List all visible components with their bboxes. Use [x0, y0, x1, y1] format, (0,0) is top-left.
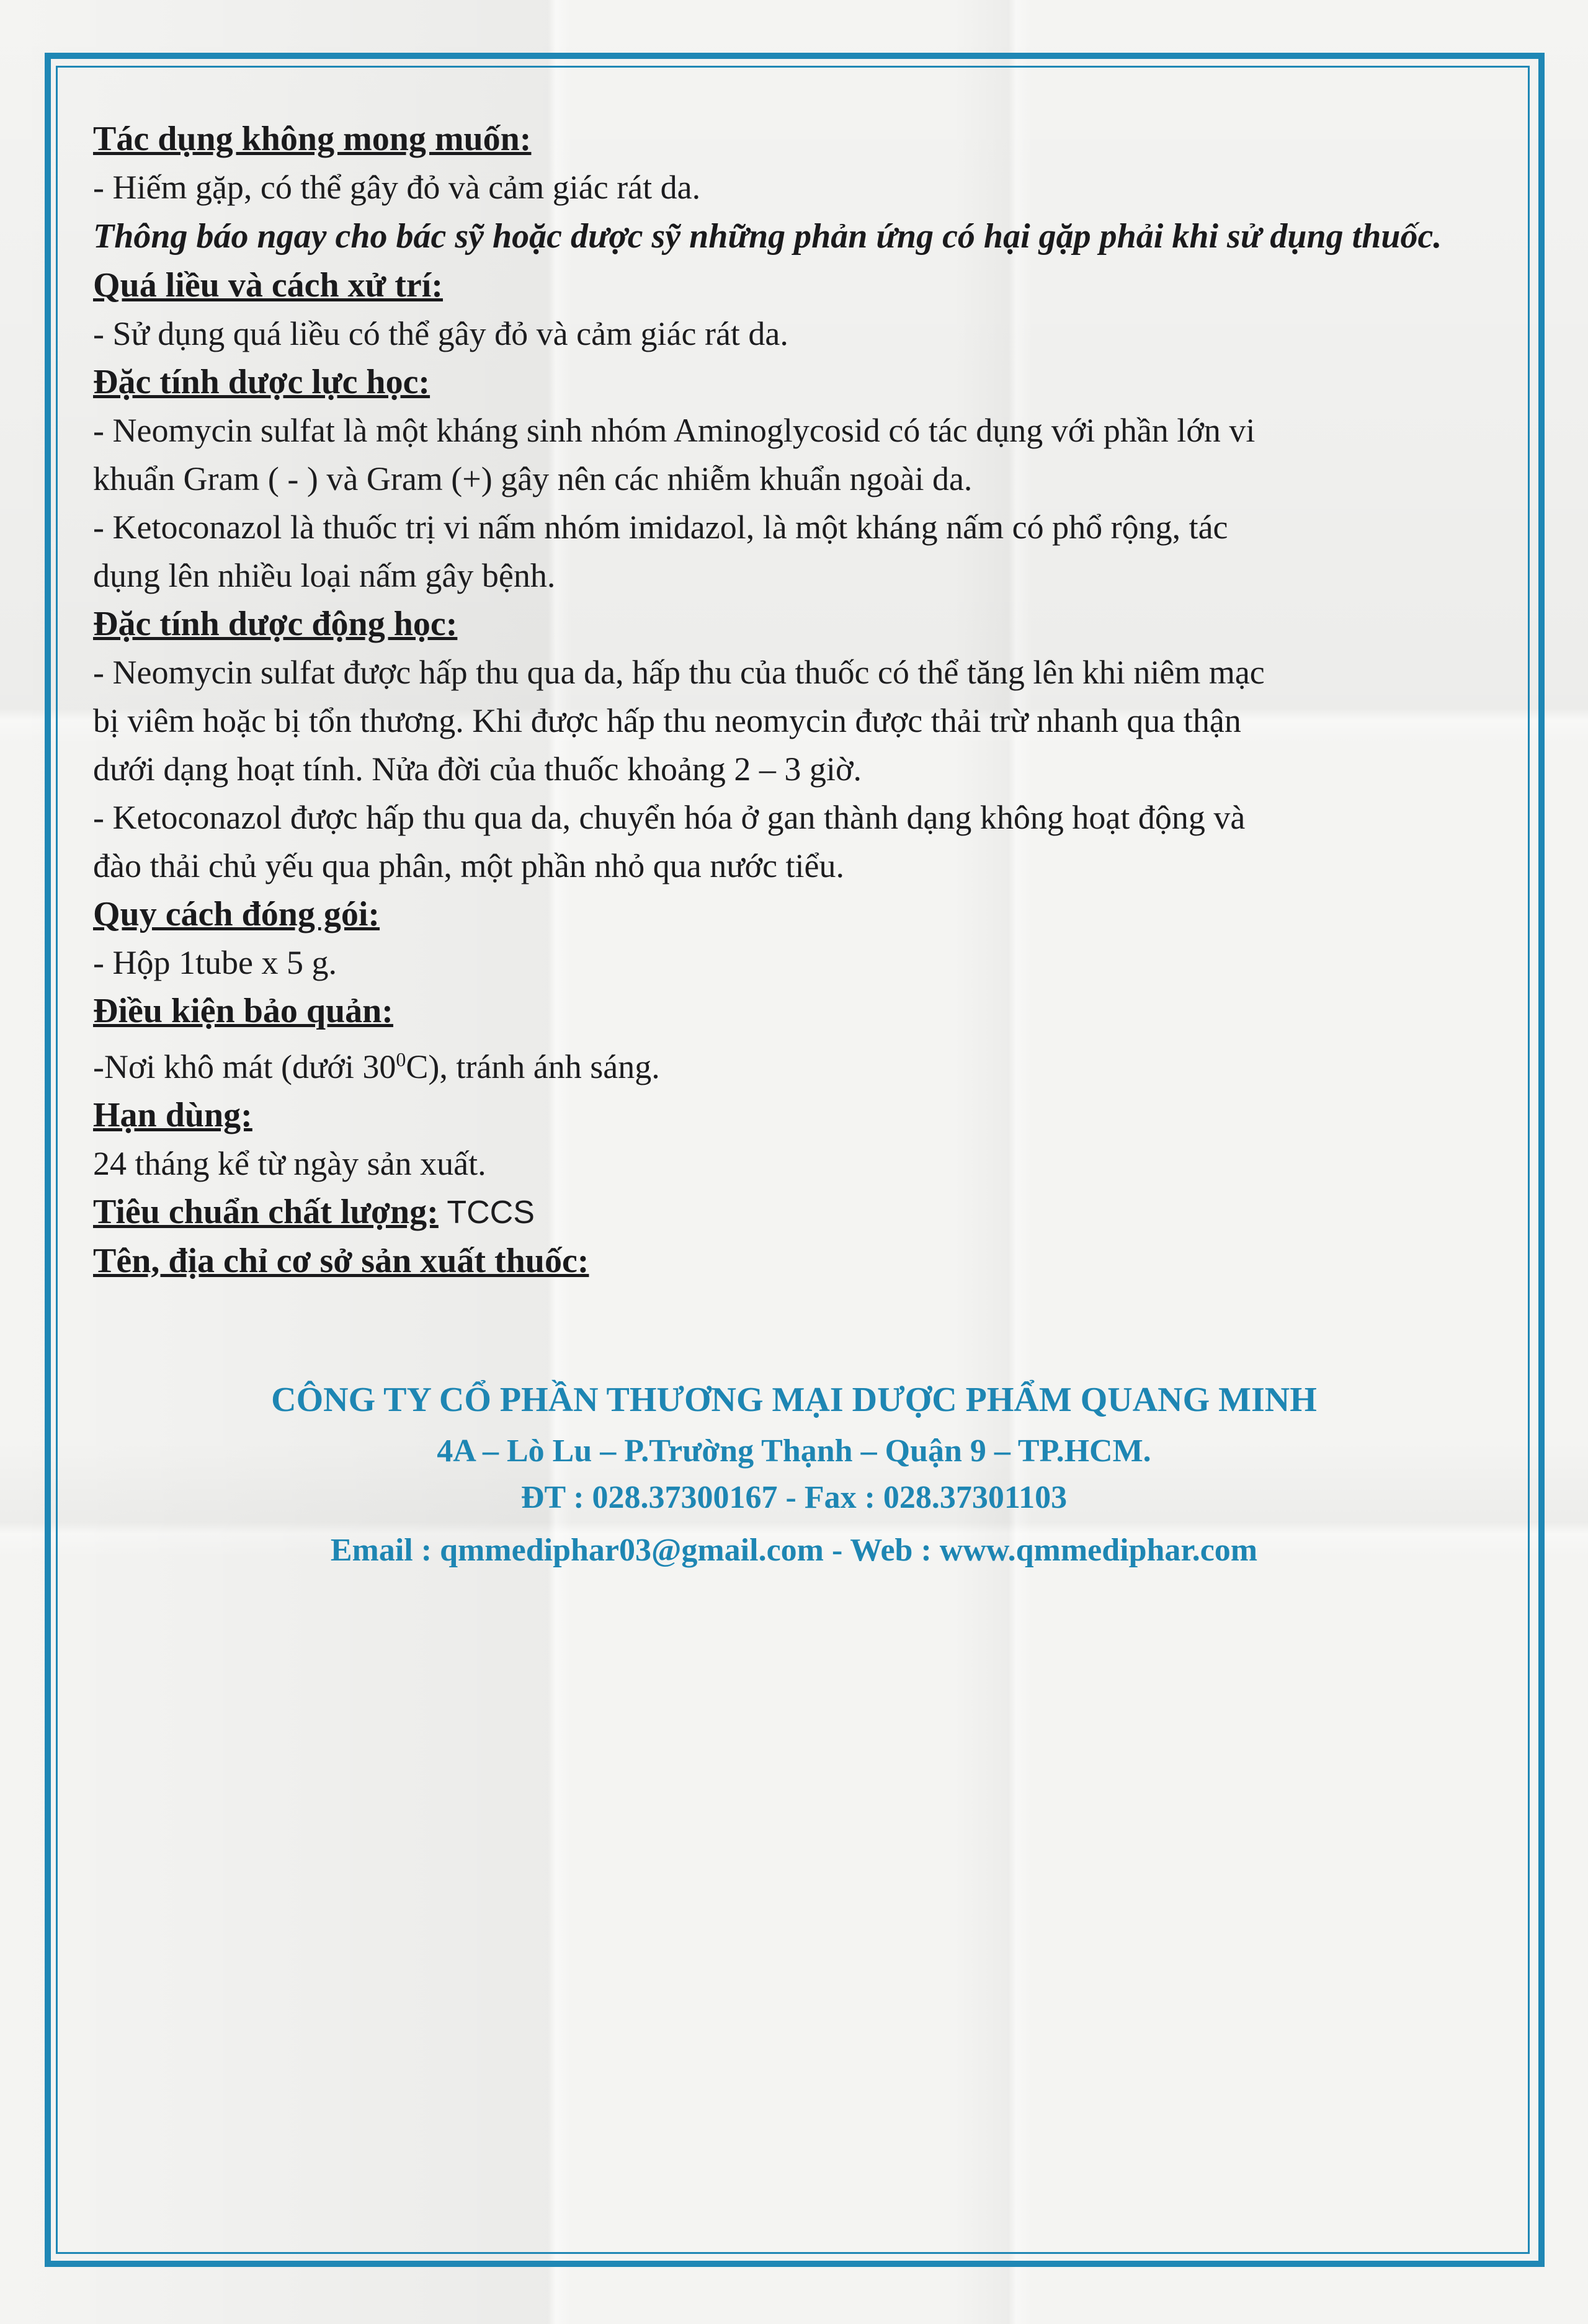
pharmacokinetics-neomycin-line1: - Neomycin sulfat được hấp thu qua da, hấp thu của thuốc có thể tăng lên khi niêm mạc: [93, 654, 1265, 691]
storage-degree-sup: 0: [396, 1048, 406, 1071]
leaflet-content: [93, 115, 1520, 1285]
side-effects-heading: Tác dụng không mong muốn:: [93, 120, 532, 158]
pharmacodynamics-heading: Đặc tính dược lực học:: [93, 363, 430, 401]
company-phone-fax: ĐT : 028.37300167 - Fax : 028.37301103: [520, 1480, 1068, 1515]
pharmacodynamics-neomycin-line2: khuẩn Gram ( - ) và Gram (+) gây nên các nhiễm khuẩn ngoài da.: [93, 460, 973, 497]
storage-text: [93, 1035, 1520, 1091]
company-name: CÔNG TY CỔ PHẦN THƯƠNG MẠI DƯỢC PHẨM QUANG MINH: [271, 1381, 1317, 1419]
company-address: 4A – Lò Lu – P.Trường Thạnh – Quận 9 – TP.HCM.: [437, 1433, 1151, 1469]
company-email-web: Email : qmmediphar03@gmail.com - Web : www.qmmediphar.com: [330, 1533, 1258, 1568]
side-effects-text: - Hiếm gặp, có thể gây đỏ và cảm giác rát da.: [93, 169, 701, 206]
storage-text-a: -Nơi khô mát (dưới 30: [93, 1048, 396, 1085]
overdose-heading: Quá liều và cách xử trí:: [93, 266, 443, 305]
pharmacodynamics-ketoconazol-line2: dụng lên nhiều loại nấm gây bệnh.: [93, 557, 556, 594]
expiry-text: 24 tháng kể từ ngày sản xuất.: [93, 1145, 486, 1182]
pharmacokinetics-heading: Đặc tính dược động học:: [93, 605, 458, 643]
pharmacokinetics-neomycin-line3: dưới dạng hoạt tính. Nửa đời của thuốc khoảng 2 – 3 giờ.: [93, 750, 862, 788]
pharmacokinetics-ketoconazol-line1: - Ketoconazol được hấp thu qua da, chuyển hóa ở gan thành dạng không hoạt động và: [93, 799, 1246, 836]
pharmacodynamics-neomycin-line1: - Neomycin sulfat là một kháng sinh nhóm Aminoglycosid có tác dụng với phần lớn vi: [93, 412, 1256, 449]
packaging-heading: Quy cách đóng gói:: [93, 895, 380, 933]
storage-text-b: C), tránh ánh sáng.: [406, 1048, 660, 1085]
overdose-text: - Sử dụng quá liều có thể gây đỏ và cảm giác rát da.: [93, 315, 788, 352]
quality-value: TCCS: [438, 1195, 535, 1231]
manufacturer-heading: Tên, địa chỉ cơ sở sản xuất thuốc:: [93, 1242, 589, 1280]
pharmacokinetics-ketoconazol-line2: đào thải chủ yếu qua phân, một phần nhỏ qua nước tiểu.: [93, 847, 845, 884]
pharmacodynamics-ketoconazol-line1: - Ketoconazol là thuốc trị vi nấm nhóm imidazol, là một kháng nấm có phổ rộng, tác: [93, 509, 1228, 546]
quality-heading: Tiêu chuẩn chất lượng:: [93, 1193, 439, 1231]
pharmacokinetics-neomycin-line2: bị viêm hoặc bị tổn thương. Khi được hấp thu neomycin được thải trừ nhanh qua thận: [93, 702, 1241, 739]
packaging-text: - Hộp 1tube x 5 g.: [93, 944, 337, 981]
quality-line: [93, 1188, 1520, 1237]
report-warning-text: Thông báo ngay cho bác sỹ hoặc dược sỹ những phản ứng có hại gặp phải khi sử dụng thuốc.: [93, 217, 1442, 256]
expiry-heading: Hạn dùng:: [93, 1096, 252, 1134]
storage-heading: Điều kiện bảo quản:: [93, 992, 393, 1030]
